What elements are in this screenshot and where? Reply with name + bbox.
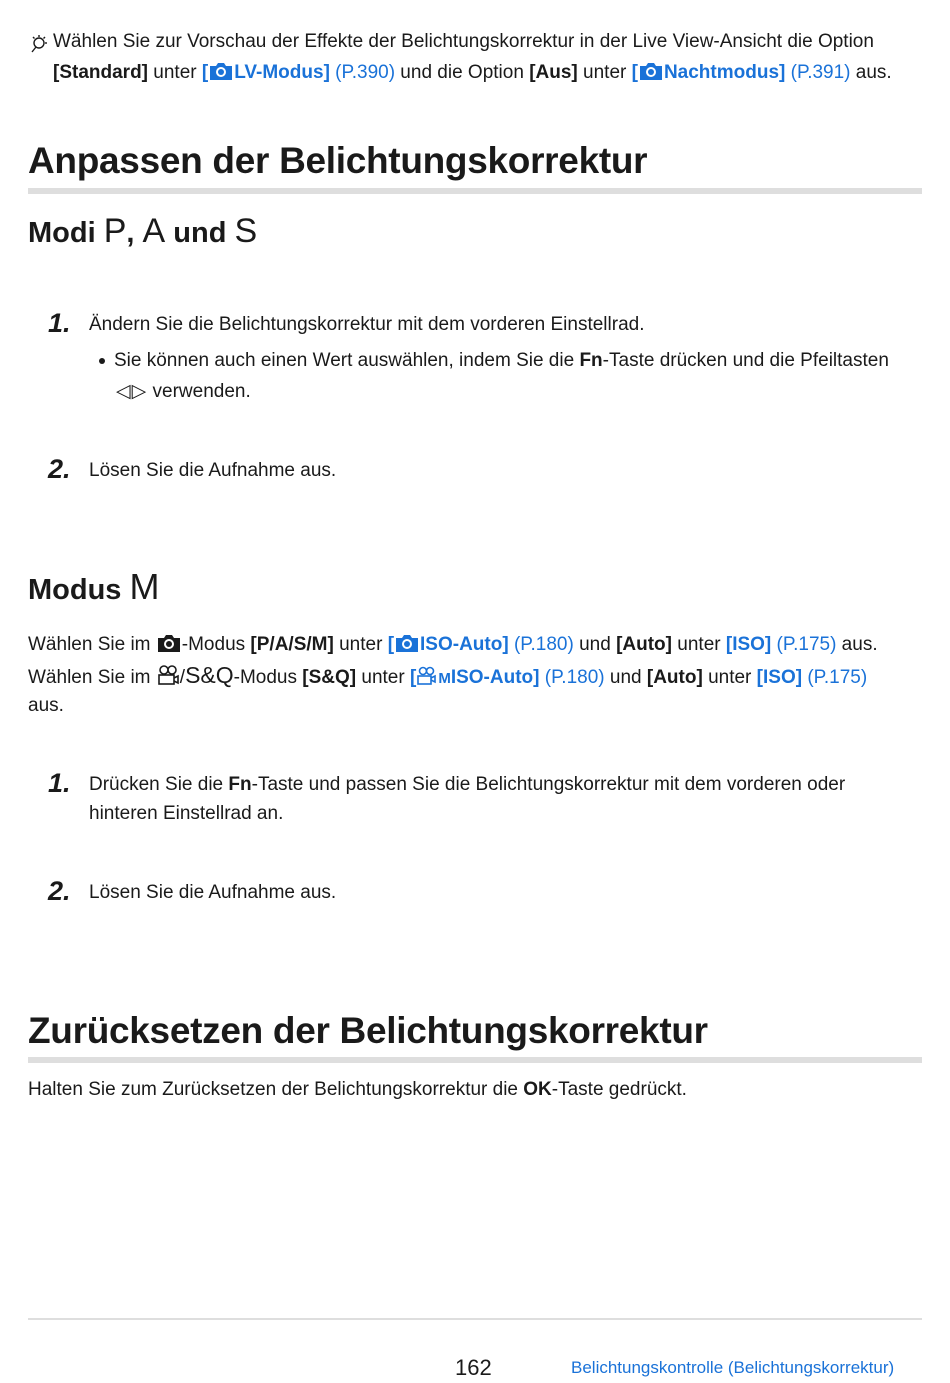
movie-iso-auto-label: ISO-Auto] xyxy=(450,667,540,688)
tip-connector: unter xyxy=(148,62,202,83)
text: -Taste gedrückt. xyxy=(551,1079,687,1100)
iso-auto-label: ISO-Auto] xyxy=(420,634,509,655)
tip-line-2 xyxy=(53,57,892,88)
page-ref-391[interactable]: (P.391) xyxy=(790,62,851,83)
text: und xyxy=(604,667,647,688)
bullet-text-c: verwenden. xyxy=(147,381,251,402)
mode-p: P xyxy=(103,212,127,250)
subheading-and: und xyxy=(165,217,235,249)
tip-end: aus. xyxy=(850,62,892,83)
subheading-mode-m xyxy=(28,566,160,608)
tip-text: Wählen Sie zur Vorschau der Effekte der Belichtungskorrektur in der Live View-Ansicht die Option xyxy=(53,31,874,52)
page-ref-175[interactable]: (P.175) xyxy=(776,634,837,655)
step-number: 1. xyxy=(48,308,71,338)
text: -Modus xyxy=(233,667,303,688)
text: -Taste und passen Sie die Belichtungskorrektur mit dem vorderen oder xyxy=(251,774,846,795)
subheading-modes-pas xyxy=(28,212,257,251)
movie-m-label: M xyxy=(438,670,451,687)
text: aus. xyxy=(836,634,878,655)
lv-mode-link[interactable]: [ LV-Modus] xyxy=(201,62,330,83)
bullet-text xyxy=(114,345,889,376)
mode-m-line-3: aus. xyxy=(28,695,64,716)
option-auto: [Auto] xyxy=(616,634,672,655)
bullet-text-a: Sie können auch einen Wert auswählen, indem Sie die xyxy=(114,350,580,371)
step-number: 2. xyxy=(48,454,71,484)
bullet-text-cont xyxy=(116,376,251,407)
tip-connector: und die Option xyxy=(395,62,530,83)
page-ref-180[interactable]: (P.180) xyxy=(544,667,605,688)
step-text: Lösen Sie die Aufnahme aus. xyxy=(89,882,337,903)
option-standard: [Standard] xyxy=(53,62,148,83)
page-ref-390[interactable]: (P.390) xyxy=(335,62,396,83)
tip-line-1 xyxy=(53,26,874,57)
step-text: Ändern Sie die Belichtungskorrektur mit dem vorderen Einstellrad. xyxy=(89,314,645,335)
option-aus: [Aus] xyxy=(529,62,578,83)
step-text-cont: hinteren Einstellrad an. xyxy=(89,803,284,824)
step-number: 1. xyxy=(48,768,71,798)
lv-mode-label: LV-Modus] xyxy=(234,62,330,83)
mode-a: A xyxy=(142,212,166,250)
iso-link[interactable]: [ISO] xyxy=(725,634,772,655)
bullet-text-b: -Taste drücken und die Pfeiltasten xyxy=(602,350,889,371)
camera-icon xyxy=(394,633,420,653)
subheading-prefix: Modus xyxy=(28,574,130,606)
section-title-reset: Zurücksetzen der Belichtungskorrektur xyxy=(28,1010,708,1051)
title-rule xyxy=(28,188,922,194)
iso-auto-link[interactable]: [ ISO-Auto] xyxy=(387,634,509,655)
sq-mode-label: S&Q xyxy=(185,662,234,688)
mode-s: S xyxy=(234,212,258,250)
text: -Modus xyxy=(181,634,251,655)
text: Wählen Sie im xyxy=(28,634,156,655)
step-number: 2. xyxy=(48,876,71,906)
step-text xyxy=(89,769,845,800)
movie-icon xyxy=(156,664,180,686)
movie-icon xyxy=(416,666,438,686)
ok-key-label: OK xyxy=(523,1079,552,1100)
movie-iso-auto-link[interactable]: [ MISO-Auto] xyxy=(409,667,540,688)
chapter-link[interactable]: Belichtungskontrolle (Belichtungskorrektur) xyxy=(571,1358,895,1377)
text: unter xyxy=(356,667,410,688)
mode-m-line-1 xyxy=(28,629,878,660)
night-mode-label: Nachtmodus] xyxy=(663,62,786,83)
text: / xyxy=(179,667,186,688)
section-title-adjust: Anpassen der Belichtungskorrektur xyxy=(28,140,648,181)
option-auto: [Auto] xyxy=(646,667,703,688)
page-number: 162 xyxy=(455,1355,492,1380)
page-ref-175[interactable]: (P.175) xyxy=(807,667,868,688)
tip-connector: unter xyxy=(577,62,632,83)
night-mode-link[interactable]: [ Nachtmodus] xyxy=(631,62,786,83)
option-sq: [S&Q] xyxy=(302,667,357,688)
mode-m: M xyxy=(129,566,160,607)
arrow-keys-icon: ◁▷ xyxy=(116,381,148,402)
fn-key-label: Fn xyxy=(579,350,603,371)
camera-icon xyxy=(156,633,182,653)
tip-icon xyxy=(29,33,51,55)
mode-m-line-2 xyxy=(28,660,867,694)
text: unter xyxy=(672,634,726,655)
camera-icon xyxy=(208,61,234,81)
camera-icon xyxy=(638,61,664,81)
subheading-comma: , xyxy=(126,217,143,249)
iso-link[interactable]: [ISO] xyxy=(756,667,803,688)
page-ref-180[interactable]: (P.180) xyxy=(513,634,574,655)
text: und xyxy=(573,634,617,655)
option-pasm: [P/A/S/M] xyxy=(250,634,334,655)
bullet-dot xyxy=(99,358,105,364)
subheading-prefix: Modi xyxy=(28,217,104,249)
text: Drücken Sie die xyxy=(89,774,229,795)
footer-rule xyxy=(28,1318,922,1320)
text: unter xyxy=(333,634,388,655)
title-rule xyxy=(28,1057,922,1063)
fn-key-label: Fn xyxy=(228,774,252,795)
reset-text xyxy=(28,1074,687,1105)
step-text: Lösen Sie die Aufnahme aus. xyxy=(89,460,337,481)
text: Halten Sie zum Zurücksetzen der Belichtungskorrektur die xyxy=(28,1079,524,1100)
text: unter xyxy=(702,667,757,688)
text: Wählen Sie im xyxy=(28,667,156,688)
